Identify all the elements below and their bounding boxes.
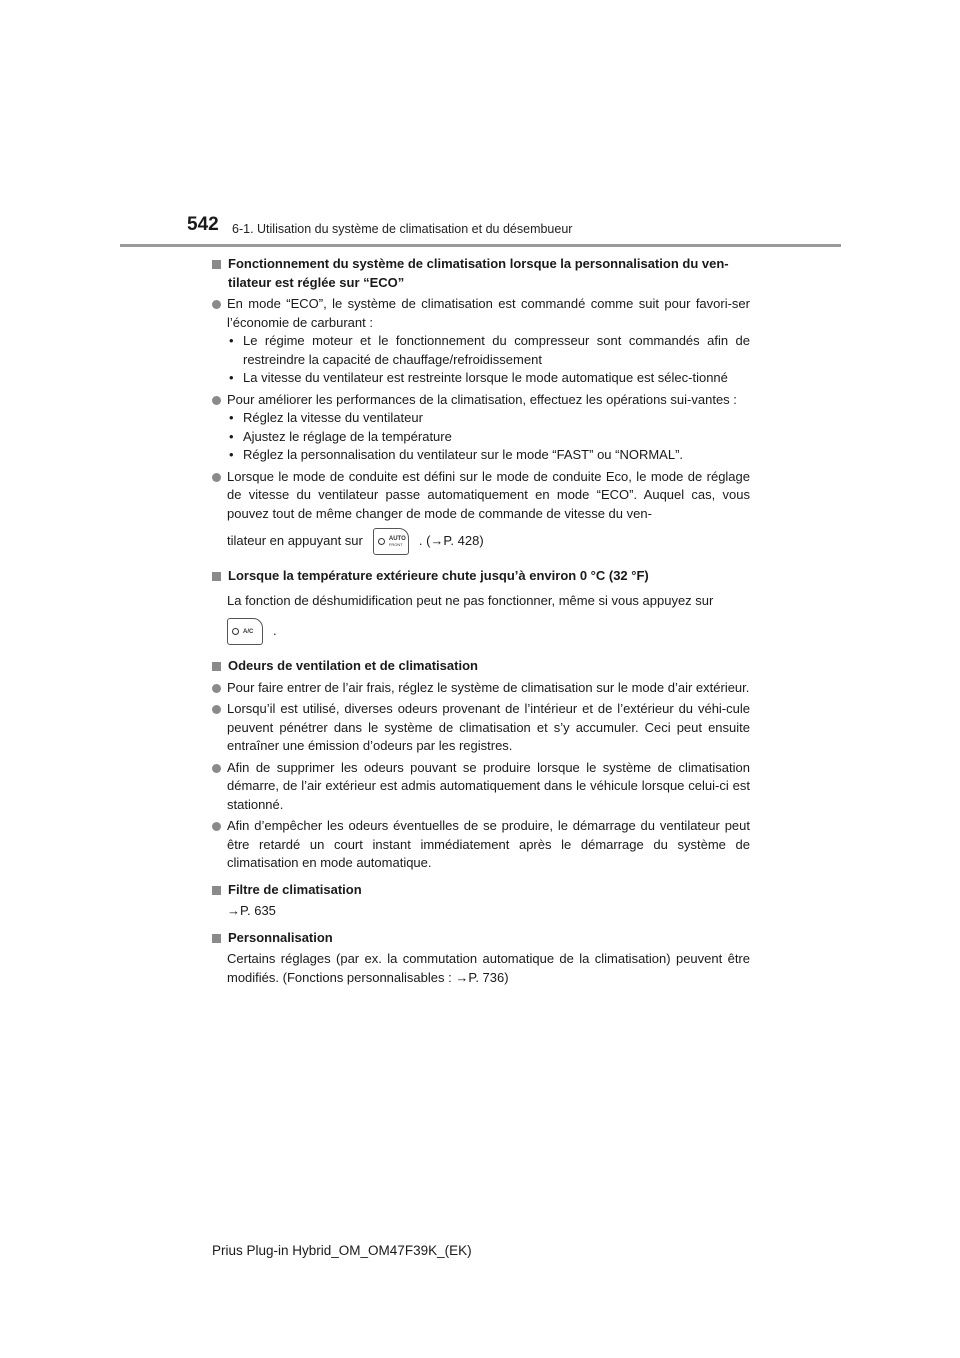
- sub-item-text: Réglez la personnalisation du ventilateur sur le mode “FAST” ou “NORMAL”.: [243, 447, 684, 462]
- bullet-item: [212, 700, 750, 756]
- bullet-text: En mode “ECO”, le système de climatisation est commandé comme suit pour favori-ser l’économie de carburant :: [227, 296, 750, 330]
- section-heading-odors: [212, 657, 750, 676]
- sub-item: [227, 409, 750, 428]
- section-header: 6-1. Utilisation du système de climatisation et du désembueur: [232, 222, 573, 236]
- square-bullet-icon: [212, 662, 221, 671]
- dot-marker-icon: •: [229, 428, 234, 444]
- page-reference: →P. 635: [227, 903, 276, 918]
- bullet-item: [212, 391, 750, 465]
- section-heading-eco: [212, 255, 750, 292]
- square-bullet-icon: [212, 572, 221, 581]
- bullet-text: Pour améliorer les performances de la climatisation, effectuez les opérations sui-vantes :: [227, 391, 737, 407]
- heading-text: Lorsque la température extérieure chute jusqu’à environ 0 °C (32 °F): [228, 568, 649, 583]
- dot-marker-icon: •: [229, 410, 234, 425]
- bullet-item: [212, 817, 750, 873]
- bullet-text: Afin d’empêcher les odeurs éventuelles de se produire, le démarrage du ventilateur peut être retardé un court instant immédiatement après le démarrage du système de climatisation en mode automatique.: [227, 818, 750, 870]
- square-bullet-icon: [212, 886, 221, 895]
- heading-text: Fonctionnement du système de climatisation lorsque la personnalisation du ven-tilateur est réglée sur “ECO”: [228, 256, 729, 290]
- circle-bullet-icon: [212, 705, 221, 714]
- circle-bullet-icon: [212, 396, 221, 405]
- ac-button-icon: [227, 618, 263, 645]
- auto-button-sublabel: FRONT: [388, 541, 403, 547]
- sub-item: [227, 369, 750, 388]
- bullet-text: Pour faire entrer de l’air frais, réglez le système de climatisation sur le mode d’air extérieur.: [227, 679, 750, 695]
- section-heading-temperature: [212, 567, 750, 586]
- heading-text: Personnalisation: [228, 929, 333, 945]
- square-bullet-icon: [212, 260, 221, 269]
- page-content: [212, 255, 750, 987]
- sub-item-text: Le régime moteur et le fonctionnement du compresseur sont commandés afin de restreindre la capacité de chauffage/refroidissement: [243, 333, 750, 367]
- sub-item: [227, 428, 750, 447]
- circle-bullet-icon: [212, 764, 221, 773]
- page-number: 542: [187, 214, 219, 235]
- inline-button-line: [227, 528, 750, 555]
- ac-button-label: A/C: [243, 628, 254, 635]
- circle-bullet-icon: [212, 684, 221, 693]
- bullet-item: [212, 759, 750, 815]
- bullet-item: [212, 295, 750, 388]
- sub-item-text: Réglez la vitesse du ventilateur: [243, 410, 423, 425]
- section-heading-filter: [212, 881, 750, 900]
- dot-marker-icon: •: [229, 370, 234, 385]
- paragraph-tail: .: [273, 623, 277, 639]
- section-heading-personalization: [212, 929, 750, 948]
- sub-item: [227, 332, 750, 369]
- circle-bullet-icon: [212, 822, 221, 831]
- auto-button-label: AUTO: [388, 535, 406, 542]
- footer-document-id: Prius Plug-in Hybrid_OM_OM47F39K_(EK): [212, 1243, 472, 1258]
- square-bullet-icon: [212, 934, 221, 943]
- bullet-text-tail: tilateur en appuyant sur: [227, 533, 363, 549]
- sub-item: [227, 446, 750, 465]
- heading-text: Filtre de climatisation: [228, 881, 362, 897]
- bullet-text: Lorsque le mode de conduite est défini sur le mode de conduite Eco, le mode de réglage de vitesse du ventilateur passe automatiquement en mode “ECO”. Auquel cas, vous pouvez tout de même changer de mode de commande de vitesse du ven-: [227, 468, 750, 521]
- heading-text: Odeurs de ventilation et de climatisation: [228, 658, 478, 673]
- indicator-led-icon: [378, 538, 385, 545]
- dot-marker-icon: •: [229, 447, 234, 462]
- indicator-led-icon: [232, 628, 239, 635]
- inline-button-line: [212, 618, 750, 645]
- dot-marker-icon: •: [229, 333, 234, 348]
- auto-button-icon: [373, 528, 409, 555]
- header-rule: [120, 244, 841, 247]
- paragraph: Certains réglages (par ex. la commutation automatique de la climatisation) peuvent être modifiés. (Fonctions personnalisables : →P. 736): [227, 951, 750, 985]
- sub-item-text: Ajustez le réglage de la température: [243, 428, 452, 444]
- circle-bullet-icon: [212, 473, 221, 482]
- bullet-item: [212, 468, 750, 556]
- paragraph: La fonction de déshumidification peut ne pas fonctionner, même si vous appuyez sur: [227, 592, 714, 608]
- circle-bullet-icon: [212, 300, 221, 309]
- sub-item-text: La vitesse du ventilateur est restreinte lorsque le mode automatique est sélec-tionné: [243, 370, 728, 385]
- bullet-item: [212, 679, 750, 698]
- bullet-text: Afin de supprimer les odeurs pouvant se produire lorsque le système de climatisation démarre, de l’air extérieur est admis automatiquement dans le véhicule lorsque celui-ci est stationné.: [227, 759, 750, 812]
- page-reference: . (→P. 428): [418, 533, 484, 549]
- bullet-text: Lorsqu’il est utilisé, diverses odeurs provenant de l’intérieur et de l’extérieur du véhi-cule peuvent pénétrer dans le système de climatisation et s’y accumuler. Ceci peut ensuite entraîner une émission d’odeurs par les registres.: [227, 701, 750, 753]
